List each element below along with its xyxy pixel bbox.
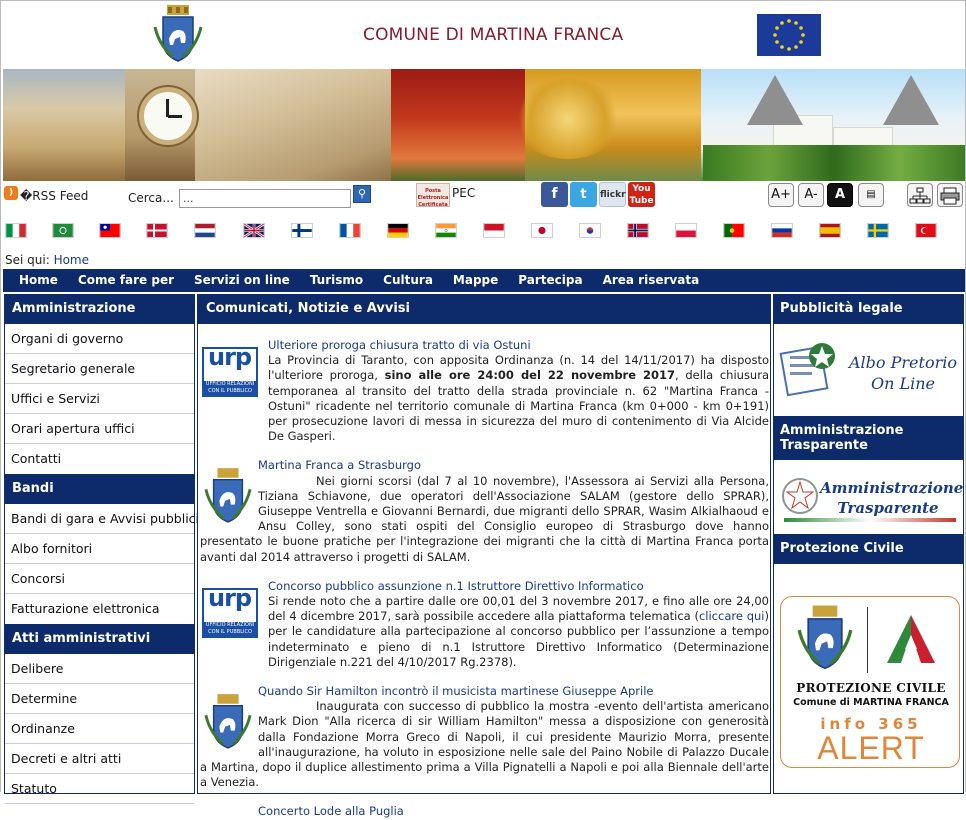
sidebar-heading-bandi: Bandi: [5, 474, 194, 504]
nav-servizi-online[interactable]: Servizi on line: [194, 273, 290, 287]
flag-hi-icon[interactable]: [435, 223, 457, 238]
banner-photo-fresco: [391, 69, 525, 181]
site-header: [1, 1, 965, 69]
amministrazione-trasparente-banner[interactable]: Amministrazione Trasparente: [774, 460, 963, 534]
flag-fi-icon[interactable]: [291, 223, 313, 238]
language-flags: [1, 219, 965, 245]
main-navigation: [3, 269, 965, 292]
nav-turismo[interactable]: Turismo: [309, 273, 364, 287]
protezione-civile-banner[interactable]: PROTEZIONE CIVILE Comune di MARTINA FRANCA info 365 ALERT: [780, 596, 960, 768]
banner-plants: [703, 145, 965, 181]
sidebar-item-decreti[interactable]: Decreti e altri atti: [5, 744, 194, 774]
rss-feed-link[interactable]: �RSS Feed: [20, 189, 89, 203]
sidebar-item-delibere[interactable]: Delibere: [5, 654, 194, 684]
flag-pt-icon[interactable]: [723, 223, 745, 238]
protezione-civile-logo-icon: [881, 609, 941, 669]
cliccare-qui-link[interactable]: cliccare qui: [698, 609, 765, 624]
pec-icon[interactable]: Posta Elettronica Certificata: [416, 183, 450, 207]
sidebar-item-orari-apertura[interactable]: Orari apertura uffici: [5, 414, 194, 444]
albo-pretorio-banner[interactable]: Albo Pretorio On Line: [774, 324, 963, 416]
flag-sv-icon[interactable]: [867, 223, 889, 238]
nav-partecipa[interactable]: Partecipa: [518, 273, 583, 287]
sidebar-heading-amministrazione-trasparente: Amministrazione Trasparente: [774, 416, 963, 460]
sidebar-item-ordinanze[interactable]: Ordinanze: [5, 714, 194, 744]
flag-de-icon[interactable]: [387, 223, 409, 238]
nav-area-riservata[interactable]: Area riservata: [602, 273, 700, 287]
news-title-link[interactable]: Quando Sir Hamilton incontrò il musicista martinese Giuseppe Aprile: [258, 684, 654, 699]
sidebar-item-organi-di-governo[interactable]: Organi di governo: [5, 324, 194, 354]
sidebar-item-segretario-generale[interactable]: Segretario generale: [5, 354, 194, 384]
flag-es-icon[interactable]: [819, 223, 841, 238]
rss-icon[interactable]: ): [4, 186, 18, 200]
sidebar-item-statuto[interactable]: Statuto: [5, 774, 194, 804]
nav-cultura[interactable]: Cultura: [383, 273, 433, 287]
flag-id-icon[interactable]: [483, 223, 505, 238]
flag-fr-icon[interactable]: [339, 223, 361, 238]
site-title: COMUNE DI MARTINA FRANCA: [363, 25, 624, 45]
font-decrease-button[interactable]: A-: [798, 183, 824, 207]
nav-home[interactable]: Home: [19, 273, 58, 287]
city-crest-icon[interactable]: [204, 694, 252, 750]
header-banner: [3, 69, 965, 181]
flag-en-icon[interactable]: [243, 223, 265, 238]
flag-tr-icon[interactable]: [915, 223, 937, 238]
sidebar-item-contatti[interactable]: Contatti: [11, 451, 62, 466]
flag-nl-icon[interactable]: [194, 223, 216, 238]
news-item: [198, 790, 770, 819]
youtube-icon[interactable]: You Tube: [629, 184, 654, 206]
sidebar-item-uffici-servizi[interactable]: Uffici e Servizi: [5, 384, 194, 414]
breadcrumb-home-link[interactable]: Home: [53, 253, 89, 267]
sidebar-heading-pubblicita-legale: Pubblicità legale: [774, 294, 963, 324]
sidebar-item-bandi-di-gara[interactable]: Bandi di gara e Avvisi pubblici: [5, 504, 194, 534]
sidebar-item-determine[interactable]: Determine: [5, 684, 194, 714]
font-increase-button[interactable]: A+: [768, 183, 794, 207]
news-title-link[interactable]: Ulteriore proroga chiusura tratto di via Ostuni: [268, 338, 531, 352]
sidebar-heading-atti: Atti amministrativi: [5, 624, 194, 654]
banner-photo-statue: [195, 69, 391, 181]
facebook-icon[interactable]: f: [541, 182, 568, 207]
breadcrumb: Sei qui: Home: [5, 253, 89, 267]
left-sidebar: [4, 294, 200, 796]
high-contrast-button[interactable]: A: [827, 183, 853, 207]
flag-ru-icon[interactable]: [771, 223, 793, 238]
banner-photo-palace: [3, 69, 125, 181]
sidebar-item-fatturazione[interactable]: Fatturazione elettronica: [11, 601, 160, 616]
flag-pl-icon[interactable]: [675, 223, 697, 238]
search-button[interactable]: [353, 185, 371, 203]
news-title-link[interactable]: Martina Franca a Strasburgo: [258, 458, 421, 473]
flag-ar-icon[interactable]: [52, 223, 74, 238]
sidebar-heading-amministrazione: Amministrazione: [5, 294, 194, 324]
sidebar-item-albo-fornitori[interactable]: Albo fornitori: [5, 534, 194, 564]
flag-it-icon[interactable]: [5, 223, 27, 238]
city-crest-icon[interactable]: [153, 5, 203, 63]
urp-logo[interactable]: urp UFFICIO RELAZIONI CON IL PUBBLICO: [202, 347, 258, 397]
twitter-icon[interactable]: t: [570, 182, 597, 207]
search-input[interactable]: [179, 189, 351, 208]
flag-da-icon[interactable]: [146, 223, 168, 238]
albo-pretorio-icon: [778, 336, 842, 400]
flag-zh-icon[interactable]: [99, 223, 121, 238]
news-section: [197, 294, 771, 819]
flag-ko-icon[interactable]: [579, 223, 601, 238]
nav-mappe[interactable]: Mappe: [452, 273, 499, 287]
city-crest-icon[interactable]: [204, 468, 252, 524]
news-title-link[interactable]: Concerto Lode alla Puglia: [258, 804, 404, 819]
emblem-icon: [780, 474, 820, 518]
news-heading: Comunicati, Notizie e Avvisi: [198, 294, 770, 324]
flickr-icon[interactable]: flickr: [599, 182, 626, 207]
utility-toolbar: [1, 181, 965, 215]
pec-link[interactable]: PEC: [452, 186, 476, 200]
flag-no-icon[interactable]: [627, 223, 649, 238]
urp-logo[interactable]: urp UFFICIO RELAZIONI CON IL PUBBLICO: [202, 588, 258, 638]
right-sidebar: [773, 294, 964, 794]
search-label: Cerca...: [128, 191, 174, 205]
city-crest-icon: [797, 605, 853, 671]
news-item: Quando Sir Hamilton incontrò il musicista martinese Giuseppe Aprile Inaugurata con successo di pubblico la mostra -evento dell'artista americano Mark Dion "Alla ricerca di sir William Hamilton" messa a disposizione con generosità dalla Fondazione Morra Greco di Napoli, il cui presidente Maurizio Morra, presente all'inaugurazione, ha voluto in esposizione nelle sale del Paino Nobile di Palazzo Ducale a Martina, dopo il duplice allestimento prima a Villa Pignatelli a Napoli e poi alla Biennale dell'arte a Venezia.: [200, 684, 769, 790]
sitemap-icon[interactable]: [907, 183, 933, 207]
news-title-link[interactable]: Concorso pubblico assunzione n.1 Istruttore Direttivo Informatico: [268, 578, 644, 593]
ornament-decoration: [513, 79, 623, 159]
text-only-button[interactable]: ▤: [858, 183, 884, 207]
flag-ja-icon[interactable]: [531, 223, 553, 238]
news-item: Martina Franca a Strasburgo Nei giorni scorsi (dal 7 al 10 novembre), l'Assessora ai Servizi alla Persona, Tiziana Schiavone, due operatori dell'Associazione SALAM (gestore dello SPRAR), Giuseppe Ventrella e Giovanni Bernardi, due migranti dello SPRAR, Wasim Alkialhaoud e Ansu Colley, sono stati ospiti del Consiglio europeo di Strasburgo dove hanno presentato le buone pratiche per l'integrazione dei migranti che la città di Martina Franca porta avanti dal 2014 attraverso i progetti di SALAM.: [200, 458, 769, 564]
sidebar-heading-protezione-civile: Protezione Civile: [774, 534, 963, 564]
eu-flag-icon: [757, 14, 821, 56]
news-item: urp UFFICIO RELAZIONI CON IL PUBBLICO Ulteriore proroga chiusura tratto di via Ostuni La Provincia di Taranto, con apposita Ordinanza (n. 14 del 14/11/2017) ha disposto l'ulteriore proroga, sino alle ore 24:00 del 22 novembre 2017, della chiusura temporanea al transito del tratto della strada provinciale n. 62 "Martina Franca - Ostuni" ricadente nel territorio comunale di Martina Franca (km 0+000 - km 0+191) per prosecuzione lavori di messa in sicurezza del muro di contenimento di Via Alcide De Gasperi.: [198, 324, 770, 444]
news-item: urp UFFICIO RELAZIONI CON IL PUBBLICO Concorso pubblico assunzione n.1 Istruttore Direttivo Informatico Si rende noto che a partire dalle ore 00,01 del 3 novembre 2017, e fino alle ore 24,00 del 4 dicembre 2017, sarà possibile accedere alla piattaforma telematica (cliccare qui) per le candidature alla partecipazione al concorso pubblico per l’assunzione a tempo indeterminato e pieno di n.1 Istruttore Direttivo Informatico (Determinazione Dirigenziale n.221 del 4/10/2017 Rg.2378).: [198, 565, 770, 670]
sidebar-item-concorsi[interactable]: Concorsi: [5, 564, 194, 594]
print-icon[interactable]: [937, 183, 963, 207]
search-icon: ⚲: [357, 187, 367, 200]
nav-come-fare-per[interactable]: Come fare per: [77, 273, 175, 287]
